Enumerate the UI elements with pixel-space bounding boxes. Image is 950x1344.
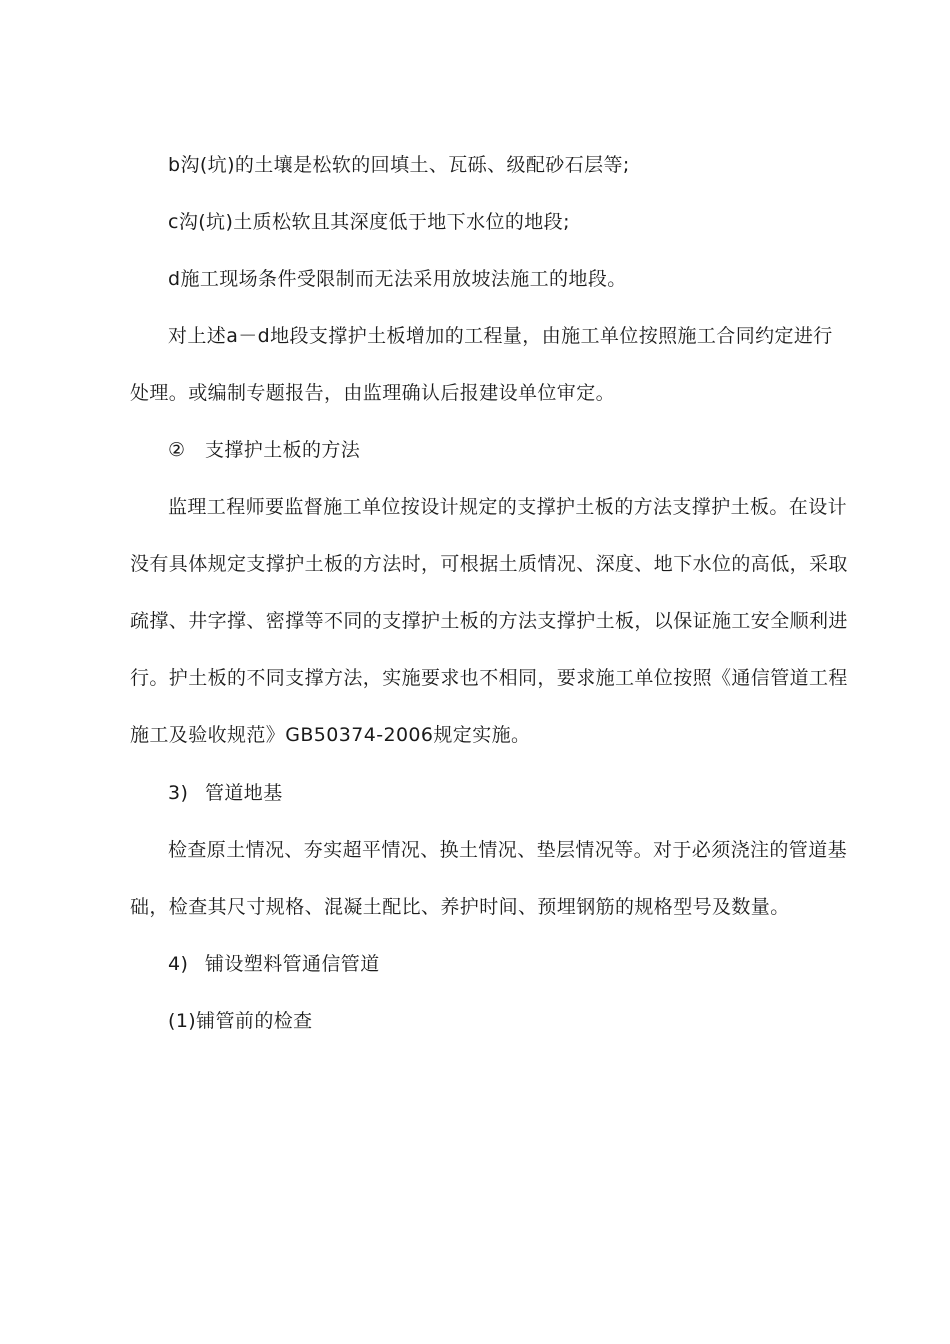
- list-item-b: b沟(坑)的土壤是松软的回填土、瓦砾、级配砂石层等;: [168, 154, 630, 176]
- subsection-heading: (1)铺管前的检查: [168, 1010, 313, 1032]
- paragraph-line: 检查原土情况、夯实超平情况、换土情况、垫层情况等。对于必须浇注的管道基: [168, 839, 848, 861]
- paragraph-line: 没有具体规定支撑护土板的方法时，可根据土质情况、深度、地下水位的高低，采取: [130, 553, 848, 575]
- section-heading-4: [168, 951, 380, 977]
- section-heading-3: [168, 780, 283, 806]
- section-title: 支撑护土板的方法: [205, 439, 361, 461]
- section-heading-2: [168, 437, 360, 463]
- paragraph-line: 疏撑、井字撑、密撑等不同的支撑护土板的方法支撑护土板，以保证施工安全顺利进: [130, 610, 848, 632]
- paragraph-line: 施工及验收规范》GB50374-2006规定实施。: [130, 724, 531, 746]
- paragraph-line: 监理工程师要监督施工单位按设计规定的支撑护土板的方法支撑护土板。在设计: [168, 496, 848, 518]
- paragraph-line: 对上述a－d地段支撑护土板增加的工程量，由施工单位按照施工合同约定进行: [168, 325, 833, 347]
- section-title: 管道地基: [205, 782, 283, 804]
- paragraph-line: 处理。或编制专题报告，由监理确认后报建设单位审定。: [130, 382, 616, 404]
- section-number: 3): [168, 782, 189, 804]
- paragraph-line: 础，检查其尺寸规格、混凝土配比、养护时间、预埋钢筋的规格型号及数量。: [130, 896, 790, 918]
- paragraph-line: 行。护土板的不同支撑方法，实施要求也不相同，要求施工单位按照《通信管道工程: [130, 667, 848, 689]
- list-item-d: d施工现场条件受限制而无法采用放坡法施工的地段。: [168, 268, 627, 290]
- section-number: 4): [168, 953, 189, 975]
- list-item-c: c沟(坑)土质松软且其深度低于地下水位的地段;: [168, 211, 570, 233]
- section-number: ②: [168, 439, 186, 461]
- section-title: 铺设塑料管通信管道: [205, 953, 380, 975]
